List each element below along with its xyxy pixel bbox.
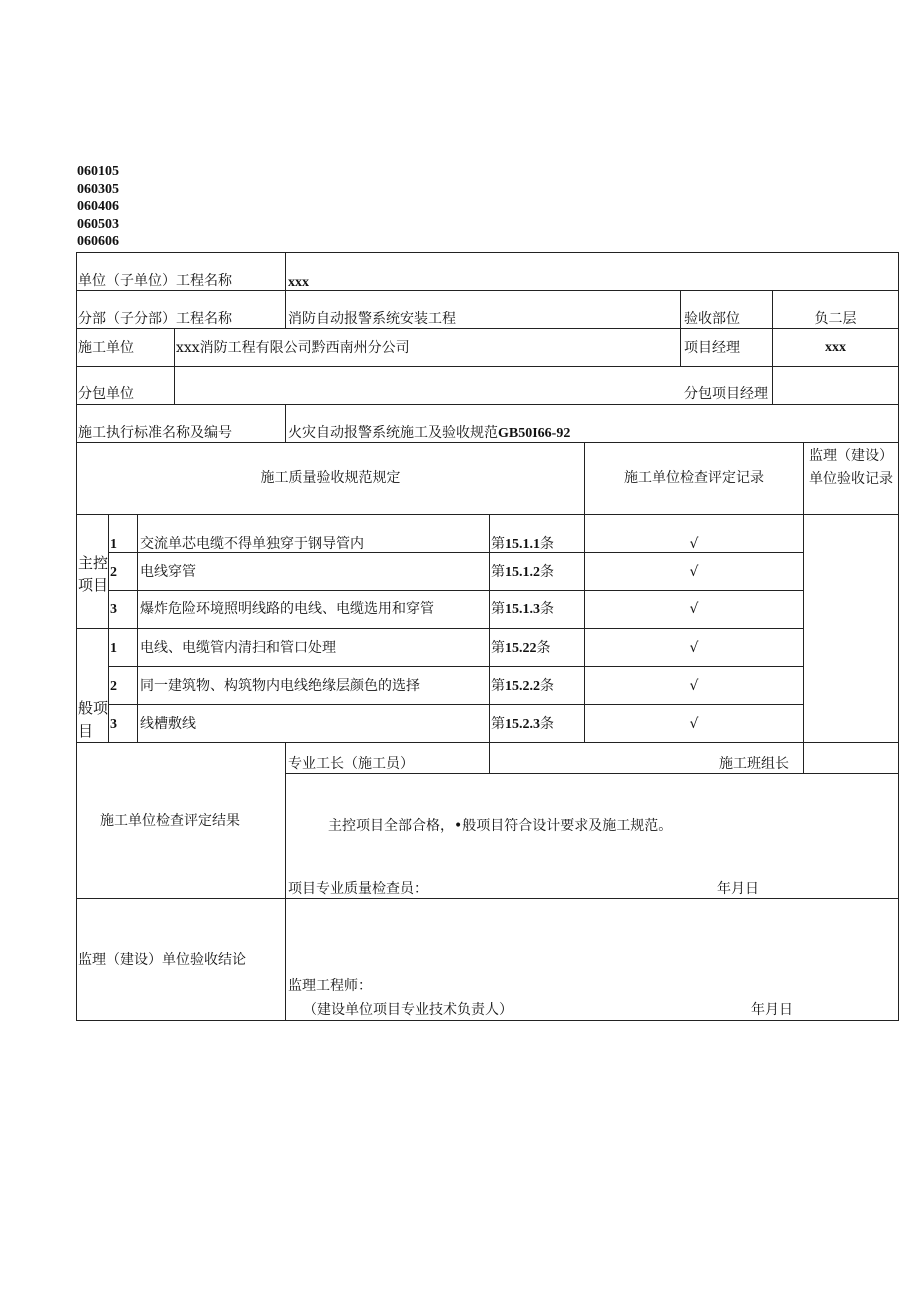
clause-number: 15.22 <box>505 641 537 656</box>
subdivision-project-name-value: 消防自动报警系统安装工程 <box>288 311 456 327</box>
result-date: 年月日 <box>717 881 759 897</box>
table-border-right <box>898 252 899 1020</box>
table-border-bottom <box>76 1020 899 1021</box>
construction-unit-value: xxx消防工程有限公司黔西南州分公司 <box>176 340 410 356</box>
subcontractor-label: 分包单位 <box>78 386 134 402</box>
clause-prefix: 第 <box>491 640 505 656</box>
standard-value <box>288 424 570 443</box>
code-item: 060503 <box>77 216 119 232</box>
code-item: 060305 <box>77 181 119 197</box>
clause-suffix: 条 <box>540 678 554 694</box>
main-item-text: 电线穿管 <box>140 564 196 580</box>
code-item: 060606 <box>77 234 119 249</box>
main-item-check: √ <box>689 601 699 617</box>
grid-line <box>680 290 681 328</box>
grid-line <box>108 666 803 667</box>
clause-suffix: 条 <box>540 564 554 580</box>
grid-line <box>76 898 899 899</box>
unit-project-name-label: 单位（子单位）工程名称 <box>78 273 232 289</box>
clause-suffix: 条 <box>536 640 551 656</box>
general-item-check: √ <box>689 716 699 732</box>
general-item-text: 线槽敷线 <box>140 716 196 732</box>
main-item-text: 爆炸危险环境照明线路的电线、电缆选用和穿管 <box>140 601 434 617</box>
grid-line <box>285 290 286 328</box>
grid-line <box>174 328 175 404</box>
owner-representative-label: （建设单位项目专业技术负责人） <box>303 1002 513 1018</box>
grid-line <box>285 252 286 290</box>
project-manager-value: xxx <box>825 340 846 355</box>
subdivision-project-name-label: 分部（子分部）工程名称 <box>78 311 232 327</box>
code-item: 060406 <box>77 199 119 214</box>
general-group-label-line2: 目 <box>78 722 94 740</box>
main-item-text: 交流单芯电缆不得单独穿于钢导管内 <box>140 536 364 552</box>
clause-prefix: 第 <box>491 564 505 580</box>
clause-number: 15.1.1 <box>505 537 540 552</box>
acceptance-part-label: 验收部位 <box>684 311 740 327</box>
subcontract-manager-label: 分包项目经理 <box>684 386 768 402</box>
general-item-number: 3 <box>110 717 117 732</box>
main-item-number: 3 <box>110 602 117 617</box>
code-item: 060105 <box>77 164 119 179</box>
main-item-clause <box>491 563 554 582</box>
clause-suffix: 条 <box>540 601 554 617</box>
grid-line <box>108 514 109 742</box>
grid-line <box>76 514 899 515</box>
grid-line <box>680 328 681 366</box>
grid-line <box>76 628 803 629</box>
team-leader-label: 施工班组长 <box>719 756 789 772</box>
foreman-label: 专业工长（施工员） <box>288 756 414 772</box>
grid-line <box>285 742 286 1020</box>
clause-prefix: 第 <box>491 536 505 552</box>
general-item-number: 1 <box>110 641 117 656</box>
clause-prefix: 第 <box>491 601 505 617</box>
acceptance-part-value: 负二层 <box>814 311 857 327</box>
table-border-left <box>76 252 77 1020</box>
grid-line <box>584 442 585 742</box>
standard-code: GB50I66-92 <box>498 426 571 441</box>
main-item-clause <box>491 535 554 554</box>
grid-line <box>285 404 286 442</box>
grid-line <box>76 366 899 367</box>
spec-header: 施工质量验收规范规定 <box>260 470 401 486</box>
general-item-check: √ <box>689 678 699 694</box>
grid-line <box>803 742 804 773</box>
result-label: 施工单位检查评定结果 <box>100 813 240 829</box>
clause-suffix: 条 <box>540 536 554 552</box>
construction-unit-label: 施工单位 <box>78 340 134 356</box>
main-group-label-line1: 主控 <box>78 554 109 572</box>
general-item-clause <box>491 677 554 696</box>
table-border-top <box>76 252 899 253</box>
clause-number: 15.2.3 <box>505 717 540 732</box>
clause-prefix: 第 <box>491 716 505 732</box>
unit-project-name-value: xxx <box>288 275 309 290</box>
project-manager-label: 项目经理 <box>684 340 740 356</box>
grid-line <box>489 514 490 742</box>
general-item-clause <box>491 715 554 734</box>
grid-line <box>76 290 899 291</box>
grid-line <box>76 742 899 743</box>
general-item-clause <box>491 639 551 658</box>
result-conclusion: 主控项目全部合格，•般项目符合设计要求及施工规范。 <box>328 818 673 834</box>
clause-number: 15.2.2 <box>505 679 540 694</box>
general-item-number: 2 <box>110 679 117 694</box>
clause-suffix: 条 <box>540 716 554 732</box>
supervision-engineer-label: 监理工程师： <box>288 978 372 994</box>
main-item-check: √ <box>689 564 699 580</box>
general-item-text: 电线、电缆管内清扫和管口处理 <box>140 640 336 656</box>
supervision-header-line1: 监理（建设） <box>809 448 893 464</box>
main-item-clause <box>491 600 554 619</box>
grid-line <box>76 328 899 329</box>
main-item-number: 2 <box>110 565 117 580</box>
clause-number: 15.1.2 <box>505 565 540 580</box>
general-item-text: 同一建筑物、构筑物内电线绝缘层颜色的选择 <box>140 678 420 694</box>
record-header: 施工单位检查评定记录 <box>624 470 764 486</box>
standard-name: 火灾自动报警系统施工及验收规范 <box>288 425 498 441</box>
grid-line <box>108 704 803 705</box>
inspector-label: 项目专业质量检查员： <box>288 881 428 897</box>
grid-line <box>108 590 803 591</box>
supervision-date: 年月日 <box>751 1002 793 1018</box>
main-group-label-line2: 项目 <box>78 576 109 594</box>
main-item-check: √ <box>689 536 699 552</box>
code-list <box>77 163 119 251</box>
grid-line <box>285 773 899 774</box>
supervision-header-line2: 单位验收记录 <box>809 471 893 487</box>
general-group-label-line1: 般项 <box>78 699 109 717</box>
grid-line <box>76 404 899 405</box>
clause-number: 15.1.3 <box>505 602 540 617</box>
main-item-number: 1 <box>110 537 117 552</box>
grid-line <box>137 514 138 742</box>
standard-label: 施工执行标准名称及编号 <box>78 425 232 441</box>
general-item-check: √ <box>689 640 699 656</box>
grid-line <box>489 742 490 773</box>
supervision-conclusion-label: 监理（建设）单位验收结论 <box>78 952 246 968</box>
clause-prefix: 第 <box>491 678 505 694</box>
